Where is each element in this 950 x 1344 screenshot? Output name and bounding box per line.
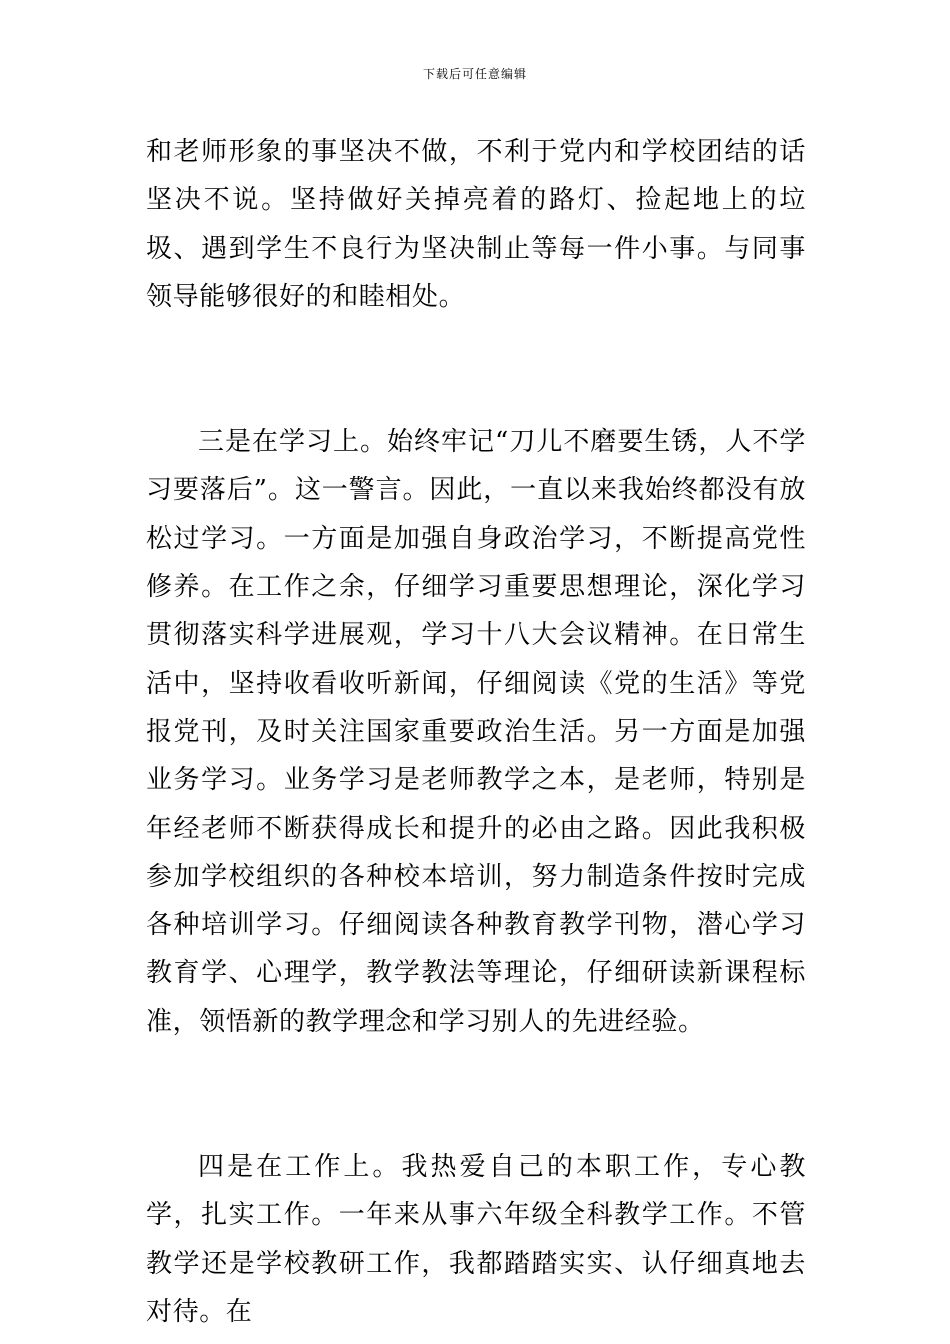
document-body xyxy=(146,128,806,1336)
page-header-note: 下载后可任意编辑 xyxy=(422,67,527,81)
paragraph-gap xyxy=(146,321,806,418)
paragraph-study: 三是在学习上。始终牢记“刀儿不磨要生锈，人不学习要落后”。这一警言。因此，一直以来我始终都没有放松过学习。一方面是加强自身政治学习，不断提高党性修养。在工作之余，仔细学习重要思想理论，深化学习贯彻落实科学进展观，学习十八大会议精神。在日常生活中，坚持收看收听新闻，仔细阅读《党的生活》等党报党刊，及时关注国家重要政治生活。另一方面是加强业务学习。业务学习是老师教学之本，是老师，特别是年经老师不断获得成长和提升的必由之路。因此我积极参加学校组织的各种校本培训，努力制造条件按时完成各种培训学习。仔细阅读各种教育教学刊物，潜心学习教育学、心理学，教学教法等理论，仔细研读新课程标准，领悟新的教学理念和学习别人的先进经验。 xyxy=(146,427,806,1037)
paragraph-work: 四是在工作上。我热爱自己的本职工作，专心教学，扎实工作。一年来从事六年级全科教学工作。不管教学还是学校教研工作，我都踏踏实实、认仔细真地去对待。在 xyxy=(146,1152,806,1327)
paragraph-continuation: 和老师形象的事坚决不做，不利于党内和学校团结的话坚决不说。坚持做好关掉亮着的路灯、捡起地上的垃圾、遇到学生不良行为坚决制止等每一件小事。与同事领导能够很好的和睦相处。 xyxy=(146,137,806,312)
paragraph-gap xyxy=(146,1046,806,1143)
